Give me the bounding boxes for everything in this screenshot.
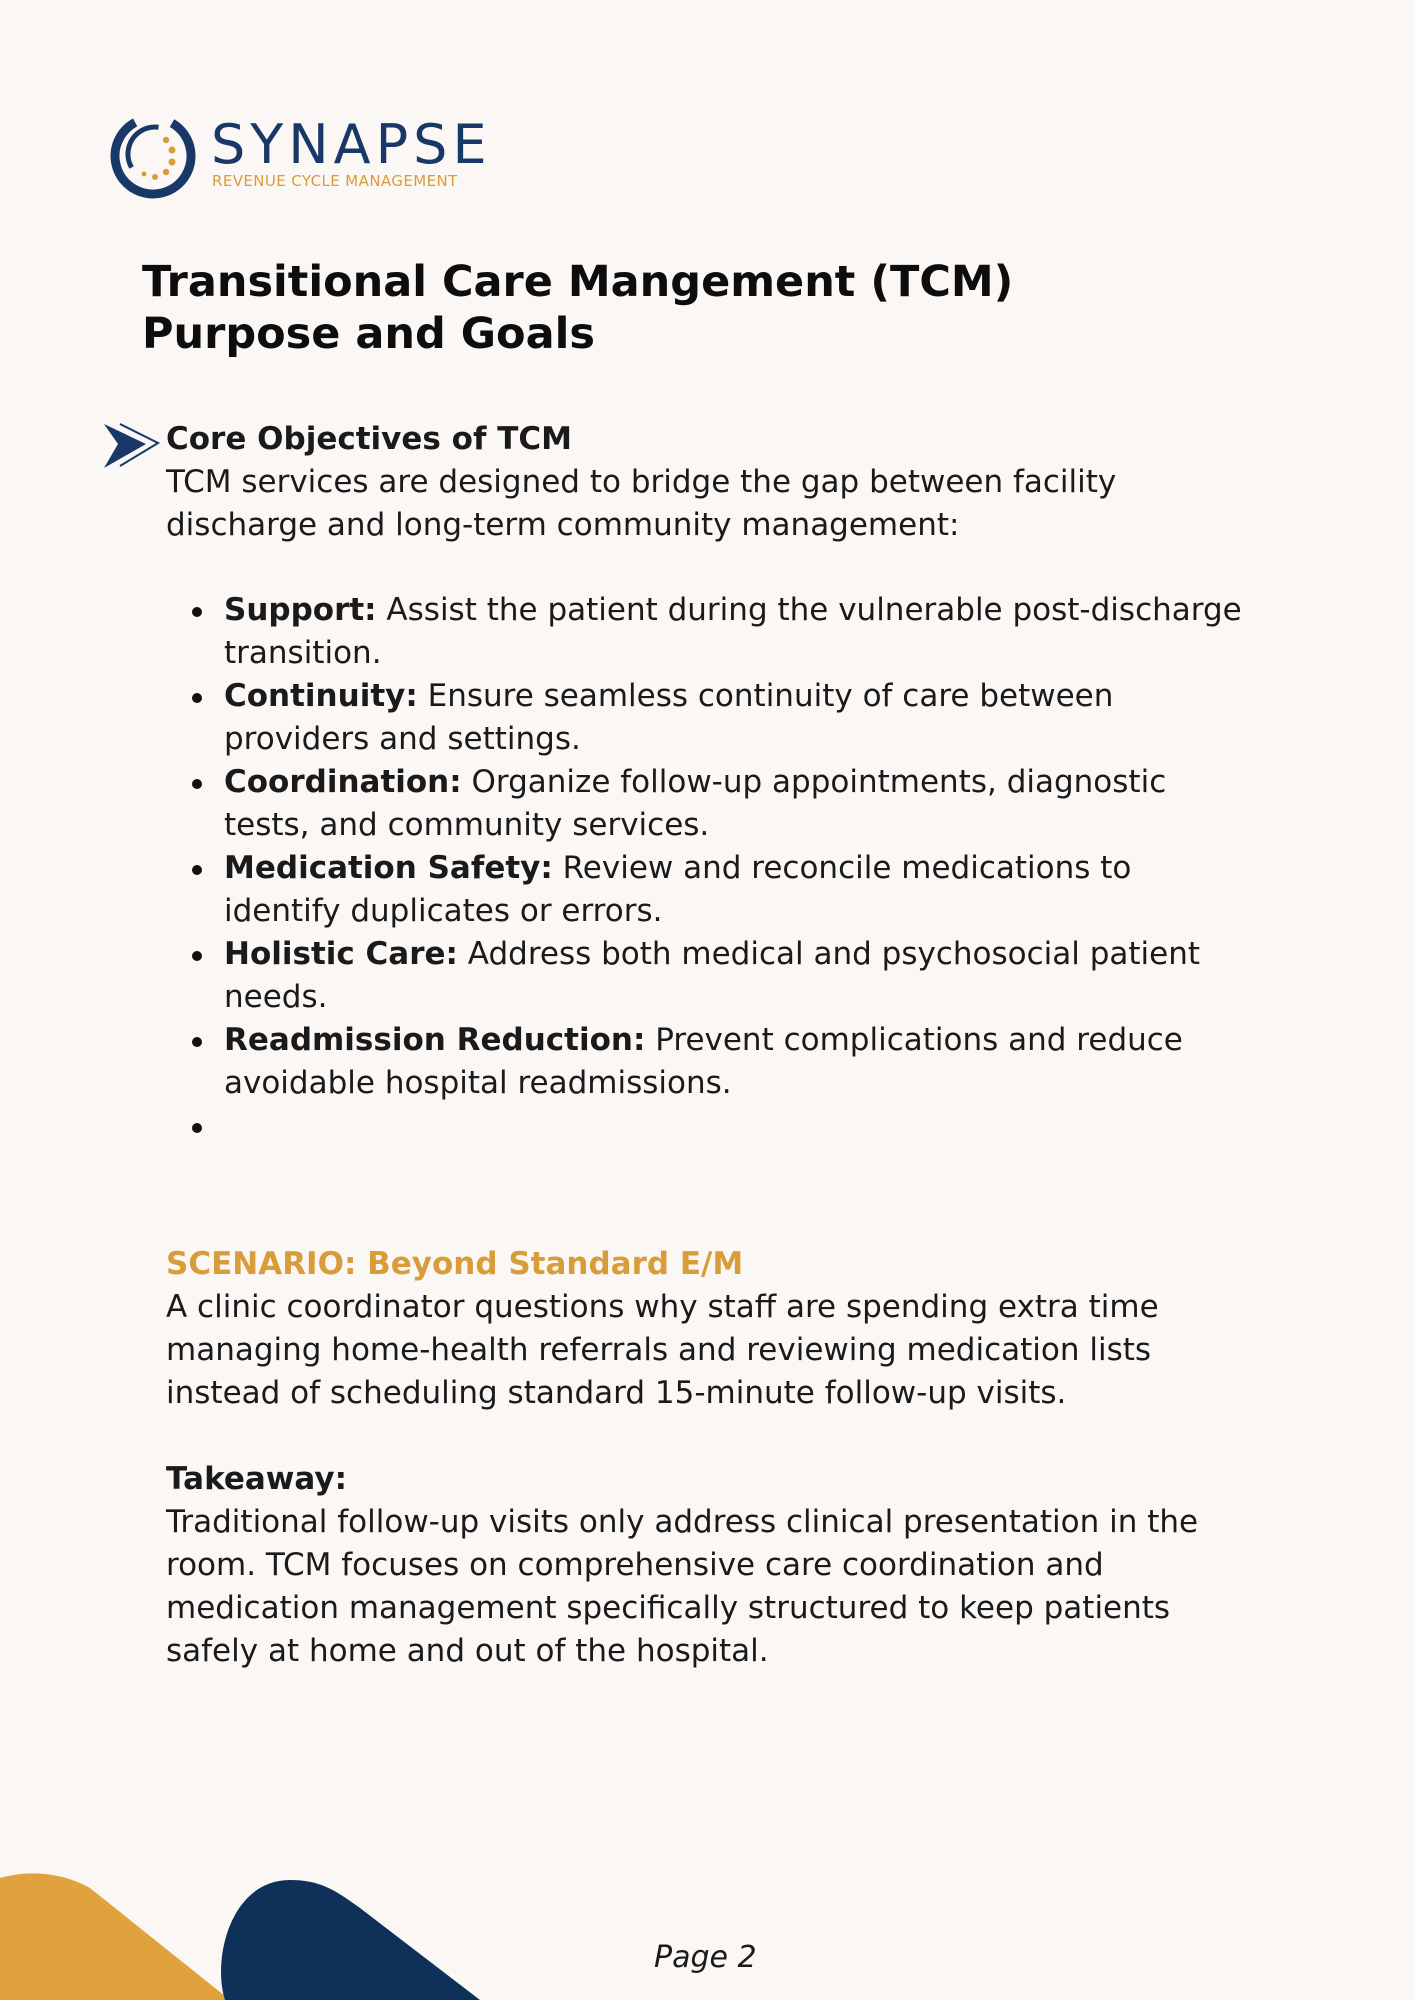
chevron-right-icon xyxy=(102,418,160,474)
takeaway-text: Traditional follow-up visits only address clinical presentation in the room. TCM focuses on comprehensive care coordination and medication management specifically structured to keep patients safely at home and out of the hospital. xyxy=(166,1504,1199,1669)
takeaway-heading: Takeaway: xyxy=(166,1461,348,1497)
list-item-label: Holistic Care: xyxy=(224,936,458,972)
objectives-list xyxy=(166,589,1246,1148)
list-item xyxy=(224,761,1246,847)
objectives-intro: TCM services are designed to bridge the gap between facility discharge and long-term community management: xyxy=(166,464,1117,543)
list-item-label: Medication Safety: xyxy=(224,850,553,886)
list-item-text: Assist the patient during the vulnerable post-discharge transition. xyxy=(224,592,1242,671)
main-content xyxy=(166,418,1246,1673)
list-item-text: Ensure seamless continuity of care between providers and settings. xyxy=(224,678,1114,757)
page-title xyxy=(142,256,1242,360)
list-item xyxy=(224,847,1246,933)
list-item-text: Prevent complications and reduce avoidable hospital readmissions. xyxy=(224,1022,1183,1101)
list-item-label: Continuity: xyxy=(224,678,418,714)
synapse-logo-icon xyxy=(108,110,200,200)
list-item-text: Organize follow-up appointments, diagnostic tests, and community services. xyxy=(224,764,1167,843)
list-item-label: Readmission Reduction: xyxy=(224,1022,646,1058)
list-item xyxy=(224,675,1246,761)
scenario-heading: SCENARIO: Beyond Standard E/M xyxy=(166,1246,744,1282)
brand-name: SYNAPSE xyxy=(211,113,492,176)
brand-logo xyxy=(108,110,528,200)
page-title-line-2: Purpose and Goals xyxy=(142,309,595,359)
list-item-text: Address both medical and psychosocial patient needs. xyxy=(224,936,1201,1015)
scenario-text: A clinic coordinator questions why staff are spending extra time managing home-health referrals and reviewing medication lists instead of scheduling standard 15-minute follow-up visits. xyxy=(166,1289,1159,1411)
list-item-text: Review and reconcile medications to identify duplicates or errors. xyxy=(224,850,1132,929)
page-number: Page 2 xyxy=(654,1940,757,1975)
objectives-heading: Core Objectives of TCM xyxy=(166,421,572,457)
list-item xyxy=(224,933,1246,1019)
list-item-label: Coordination: xyxy=(224,764,462,800)
list-item-label: Support: xyxy=(224,592,377,628)
list-item xyxy=(224,1019,1246,1105)
brand-tagline: REVENUE CYCLE MANAGEMENT xyxy=(212,172,458,190)
footer-decoration xyxy=(0,1860,500,2000)
list-item xyxy=(224,589,1246,675)
list-item-empty xyxy=(224,1105,1246,1148)
page-title-line-1: Transitional Care Mangement (TCM) xyxy=(142,257,1014,307)
